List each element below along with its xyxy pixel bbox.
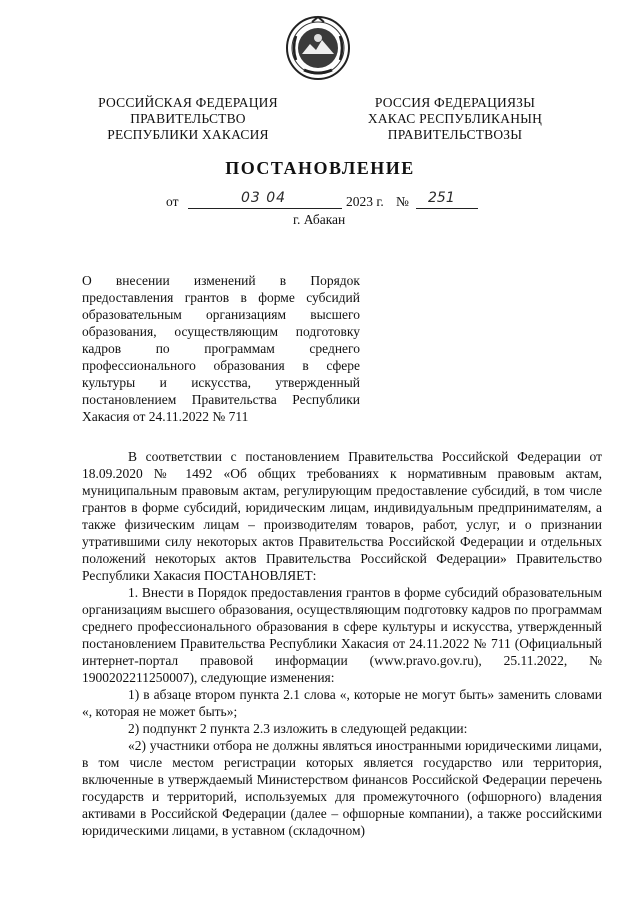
header-left-line-1: РОССИЙСКАЯ ФЕДЕРАЦИЯ (98, 95, 278, 110)
body-paragraph: 1. Внести в Порядок предоставления грантов в форме субсидий образовательным организациям высшего образования, осуществляющим подготовку кадров по программам среднего профессионального образования в сфере культуры и искусства, утвержденный постановлением Правительства Республики Хакасия от 24.11.2022 № 711 (Официальный интернет-портал правовой информации (www.pravo.gov.ru), 25.11.2022, № 1900202211250007), следующие изменения: (82, 585, 602, 685)
number-label: № (396, 194, 409, 209)
handwritten-number: 251 (428, 190, 455, 206)
date-underline (188, 208, 342, 209)
header-left-line-2: ПРАВИТЕЛЬСТВО (130, 111, 246, 126)
header-left-line-3: РЕСПУБЛИКИ ХАКАСИЯ (107, 127, 269, 142)
date-year: 2023 г. (346, 194, 384, 209)
body-paragraph: 2) подпункт 2 пункта 2.3 изложить в следующей редакции: (128, 721, 468, 736)
document-body (82, 448, 602, 839)
header-right-line-1: РОССИЯ ФЕДЕРАЦИЯЗЫ (374, 95, 536, 110)
number-underline (416, 208, 478, 209)
dateline (166, 190, 486, 212)
body-paragraph: 1) в абзаце втором пункта 2.1 слова «, которые не могут быть» заменить словами «, которая не может быть»; (82, 687, 602, 719)
header-right (355, 95, 555, 143)
city: г. Абакан (293, 212, 346, 227)
header-right-line-3: ПРАВИТЕЛЬСТВОЗЫ (387, 127, 523, 142)
date-prefix: от (166, 194, 179, 209)
body-paragraph: В соответствии с постановлением Правительства Российской Федерации от 18.09.2020 № 1492 «Об общих требованиях к нормативным правовым актам, муниципальным правовым актам, регулирующим предоставление субсидий, в том числе грантов в форме субсидий, юридическим лицам, индивидуальным предпринимателям, а также физическим лицам – производителям товаров, работ, услуг, и о признании утратившими силу некоторых актов Правительства Российской Федерации и отдельных положений некоторых актов Правительства Российской Федерации» Правительство Республики Хакасия ПОСТАНОВЛЯЕТ: (82, 449, 602, 583)
handwritten-date: 03 04 (241, 190, 287, 206)
coat-of-arms-emblem-icon (284, 14, 352, 82)
header-right-line-2: ХАКАС РЕСПУБЛИКАНЫҢ (367, 111, 543, 126)
body-paragraph: «2) участники отбора не должны являться иностранными юридическими лицами, в том числе местом регистрации которых является государство или территория, включенные в утверждаемый Министерством финансов Российской Федерации перечень государств и территорий, используемых для промежуточного (офшорного) владения активами в Российской Федерации (далее – офшорные компании), а также российскими юридическими лицами, в уставном (складочном) (82, 738, 602, 838)
document-subject: О внесении изменений в Порядок предоставления грантов в форме субсидий образовательным организациям высшего образования, осуществляющим подготовку кадров по программам среднего профессионального образования в сфере культуры и искусства, утвержденный постановлением Правительства Республики Хакасия от 24.11.2022 № 711 (82, 273, 360, 424)
document-title: ПОСТАНОВЛЕНИЕ (225, 158, 415, 178)
header-left (88, 95, 288, 143)
